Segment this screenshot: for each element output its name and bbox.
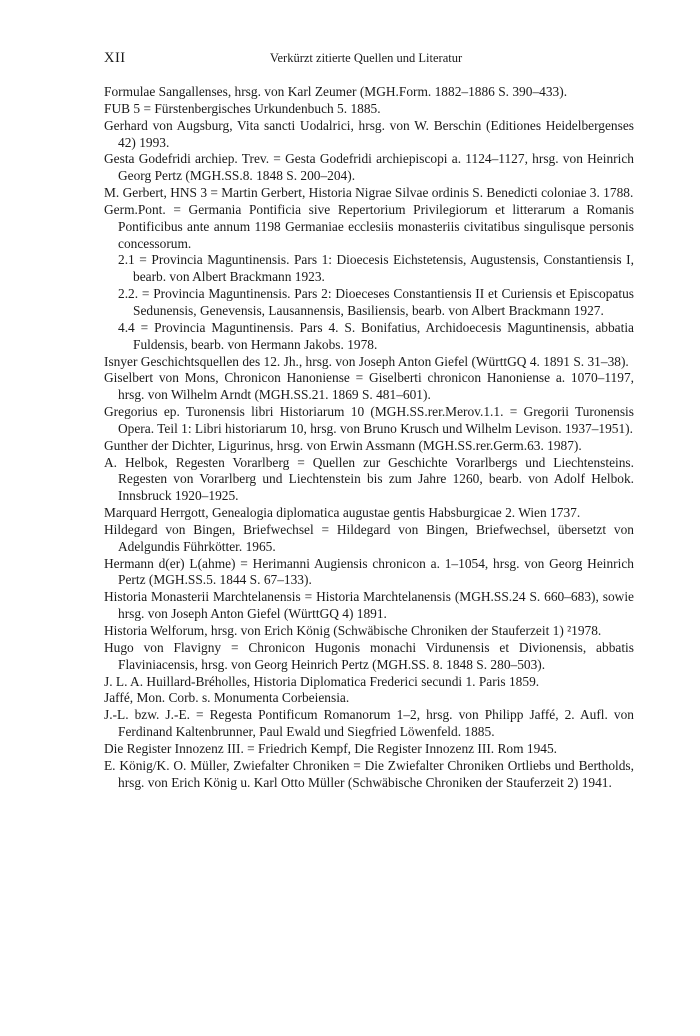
bibliography-subentry: 2.2. = Provincia Maguntinensis. Pars 2: Dioeceses Constantiensis II et Curiensis et Episcopatus Sedunensis, Genevensis, Lausannensis, Basiliensis, bearb. von Albert Brackmann 1927. [118,286,634,318]
bibliography-entry: Gregorius ep. Turonensis libri Historiarum 10 (MGH.SS.rer.Merov.1.1. = Gregorii Turonensis Opera. Teil 1: Libri historiarum 10, hrsg. von Bruno Krusch und Wilhelm Levison. 1937–1951). [104,404,634,436]
bibliography-entry: Isnyer Geschichtsquellen des 12. Jh., hrsg. von Joseph Anton Giefel (WürttGQ 4. 1891 S. 31–38). [104,353,629,369]
bibliography-entry: Die Register Innozenz III. = Friedrich Kempf, Die Register Innozenz III. Rom 1945. [104,740,558,756]
bibliography-entry: M. Gerbert, HNS 3 = Martin Gerbert, Historia Nigrae Silvae ordinis S. Benedicti coloniae 3. 1788. [104,185,634,201]
bibliography-entry: Jaffé, Mon. Corb. s. Monumenta Corbeiensia. [104,690,350,706]
bibliography-entry: Historia Monasterii Marchtelanensis = Historia Marchtelanensis (MGH.SS.24 S. 660–683), sowie hrsg. von Joseph Anton Giefel (WürttGQ 4) 1891. [104,589,634,622]
bibliography-entry: J.-L. bzw. J.-E. = Regesta Pontificum Romanorum 1–2, hrsg. von Philipp Jaffé, 2. Aufl. von Ferdinand Kaltenbrunner, Paul Ewald und Siegfried Löwenfeld. 1885. [104,707,634,740]
bibliography-entry: Hermann d(er) L(ahme) = Herimanni Augiensis chronicon a. 1–1054, hrsg. von Georg Heinrich Pertz (MGH.SS.5. 1844 S. 67–133). [104,555,634,588]
bibliography-entry: E. König/K. O. Müller, Zwiefalter Chroniken = Die Zwiefalter Chroniken Ortliebs und Bertholds, hrsg. von Erich König u. Karl Otto Müller (Schwäbische Chroniken der Stauferzeit 2) 1941. [104,757,634,790]
bibliography-entry: Gesta Godefridi archiep. Trev. = Gesta Godefridi archiepiscopi a. 1124–1127, hrsg. von Heinrich Georg Pertz (MGH.SS.8. 1848 S. 200–204). [104,151,634,184]
bibliography-entry: Giselbert von Mons, Chronicon Hanoniense = Giselberti chronicon Hanoniense a. 1070–1197, hrsg. von Wilhelm Arndt (MGH.SS.21. 1869 S. 481–601). [104,370,634,403]
bibliography-entry: FUB 5 = Fürstenbergisches Urkundenbuch 5. 1885. [104,100,381,116]
bibliography-entry: Gunther der Dichter, Ligurinus, hrsg. von Erwin Assmann (MGH.SS.rer.Germ.63. 1987). [104,437,582,453]
page-number: XII [104,50,126,66]
bibliography-entry: J. L. A. Huillard-Bréholles, Historia Diplomatica Frederici secundi 1. Paris 1859. [104,673,540,689]
bibliography-entry: Hildegard von Bingen, Briefwechsel = Hildegard von Bingen, Briefwechsel, übersetzt von Adelgundis Führkötter. 1965. [104,521,634,554]
bibliography-entry: Formulae Sangallenses, hrsg. von Karl Zeumer (MGH.Form. 1882–1886 S. 390–433). [104,84,568,99]
bibliography-subentry: 2.1 = Provincia Maguntinensis. Pars 1: Dioecesis Eichstetensis, Augustensis, Constantiensis I, bearb. von Albert Brackmann 1923. [118,252,634,285]
bibliography-entry: Marquard Herrgott, Genealogia diplomatica augustae gentis Habsburgicae 2. Wien 1737. [104,505,581,521]
bibliography-entry: Historia Welforum, hrsg. von Erich König (Schwäbische Chroniken der Stauferzeit 1) ²1978. [104,623,602,638]
running-head [104,50,628,70]
bibliography-entry: A. Helbok, Regesten Vorarlberg = Quellen zur Geschichte Vorarlbergs und Liechtensteins. Regesten von Vorarlberg und Liechtenstein bis zum Jahre 1260, bearb. von Adolf Helbok. Innsbruck 1920–1925. [104,454,634,504]
bibliography-entry: Germ.Pont. = Germania Pontificia sive Repertorium Privilegiorum et litterarum a Romanis Pontificibus ante annum 1198 Germaniae ecclesiis monasteriis civitatibus singulisque personis concessorum. [104,201,634,251]
bibliography-subentry: 4.4 = Provincia Maguntinensis. Pars 4. S. Bonifatius, Archidoecesis Maguntinensis, abbatia Fuldensis, bearb. von Hermann Jakobs. 1978. [118,319,634,352]
bibliography-entry: Hugo von Flavigny = Chronicon Hugonis monachi Virdunensis et Divionensis, abbatis Flaviniacensis, hrsg. von Georg Heinrich Pertz (MGH.SS. 8. 1848 S. 280–503). [104,639,634,672]
running-title: Verkürzt zitierte Quellen und Literatur [269,51,463,65]
bibliography-list [104,84,634,791]
bibliography-entry: Gerhard von Augsburg, Vita sancti Uodalrici, hrsg. von W. Berschin (Editiones Heidelbergenses 42) 1993. [104,117,634,150]
